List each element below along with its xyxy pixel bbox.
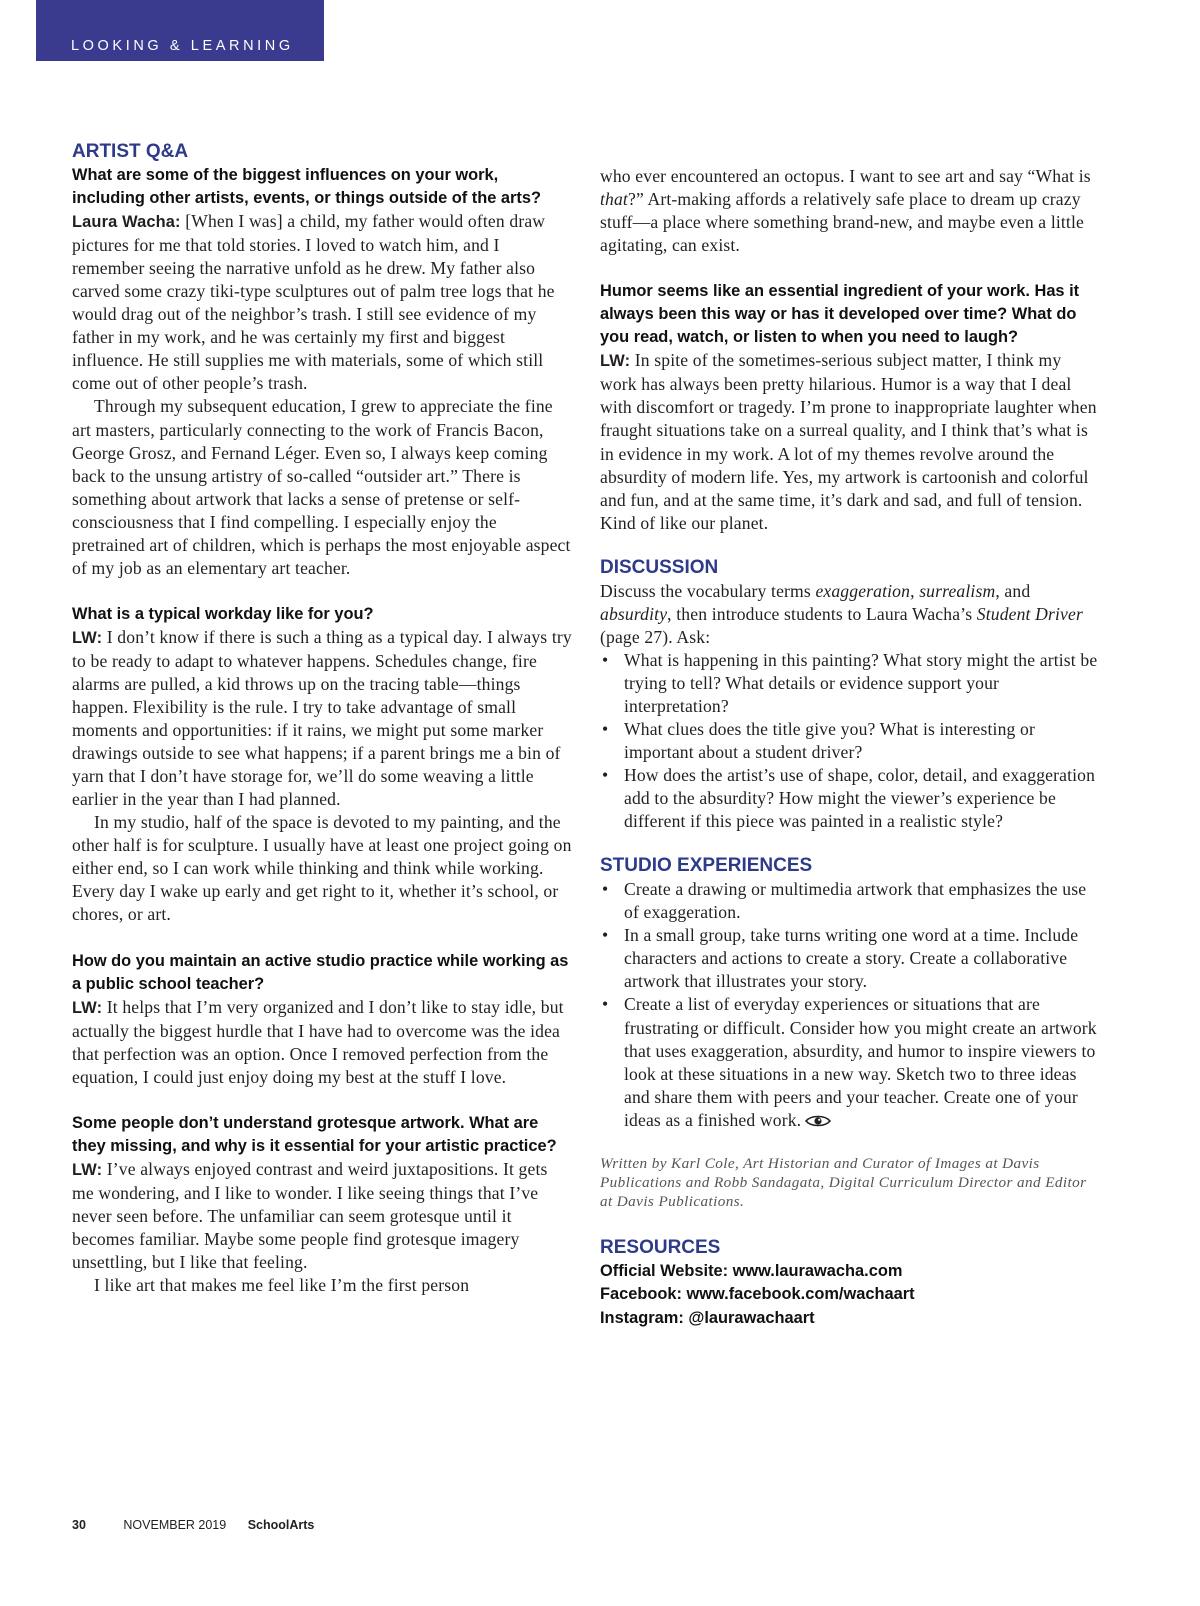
- speaker-label: LW:: [72, 998, 103, 1017]
- discussion-text: (page 27). Ask:: [600, 626, 711, 647]
- artist-qa-heading: ARTIST Q&A: [72, 141, 189, 162]
- eye-icon: [805, 1114, 831, 1128]
- answer-grotesque-p2: I like art that makes me feel like I’m the first person: [94, 1275, 470, 1296]
- answer-workday-p2: In my studio, half of the space is devoted to my painting, and the other half is for sculpture. I usually have at least one project going on either end, so I can work while thinking and think while working. Every day I wake up early and get right to it, whether it’s school, or chores, or art.: [72, 812, 572, 925]
- discussion-text: , then introduce students to Laura Wacha’s: [667, 603, 977, 624]
- list-item: • In a small group, take turns writing one word at a time. Include characters and actions to create a story. Create a collaborative artwork that illustrates your story.: [600, 924, 1100, 993]
- question-humor: Humor seems like an essential ingredient of your work. Has it always been this way or has it developed over time? What do you read, watch, or listen to when you need to laugh?: [600, 282, 1080, 347]
- page-number: 30: [72, 1518, 86, 1532]
- emphasis-text: that: [600, 189, 628, 210]
- section-label: LOOKING & LEARNING: [71, 38, 294, 54]
- discussion-text: Discuss the vocabulary terms: [600, 580, 816, 601]
- answer-text: who ever encountered an octopus. I want to see art and say “What is: [600, 166, 1091, 186]
- answer-influences-p2: Through my subsequent education, I grew to appreciate the fine art masters, particularly connecting to the work of Francis Bacon, George Grosz, and Fernand Léger. Even so, I always keep coming back to the unsung artistry of so-called “outsider art.” There is something about artwork that lacks a sense of pretense or self-consciousness that I find compelling. I especially enjoy the pretrained art of children, which is perhaps the most enjoyable aspect of my job as an elementary art teacher.: [72, 396, 571, 578]
- section-tab: [36, 0, 324, 61]
- question-workday: What is a typical workday like for you?: [72, 604, 374, 623]
- list-item: [600, 993, 1100, 1131]
- right-column: [600, 165, 1100, 1330]
- speaker-label: LW:: [72, 1160, 103, 1179]
- list-item: • Create a drawing or multimedia artwork that emphasizes the use of exaggeration.: [600, 878, 1100, 924]
- answer-continued: [600, 165, 1100, 257]
- speaker-label: Laura Wacha:: [72, 213, 181, 232]
- studio-experiences-heading: STUDIO EXPERIENCES: [600, 855, 813, 877]
- discussion-text: ,: [910, 580, 920, 601]
- answer-text: I’ve always enjoyed contrast and weird juxtapositions. It gets me wondering, and I like to wonder. I like seeing things that I’ve never seen before. The unfamiliar can seem grotesque until it becomes familiar. Maybe some people find grotesque imagery unsettling, but I like that feeling.: [72, 1158, 548, 1273]
- answer-studio-practice: [72, 996, 572, 1089]
- term-absurdity: absurdity: [600, 603, 668, 624]
- left-column: [72, 140, 572, 1297]
- discussion-heading: DISCUSSION: [600, 556, 719, 578]
- answer-influences: [72, 210, 572, 395]
- resource-instagram: Instagram: @laurawachaart: [600, 1308, 815, 1327]
- discussion-intro: [600, 580, 1100, 649]
- answer-text: It helps that I’m very organized and I don’t like to stay idle, but actually the biggest hurdle that I have had to overcome was the idea that perfection was an option. Once I removed perfection from the equation, I could just enjoy doing my best at the stuff I love.: [72, 996, 564, 1087]
- discussion-text: , and: [995, 580, 1031, 601]
- list-item: • How does the artist’s use of shape, color, detail, and exaggeration add to the absurdity? How might the viewer’s experience be different if this piece was painted in a realistic style?: [600, 764, 1100, 833]
- list-item: • What is happening in this painting? What story might the artist be trying to tell? What details or evidence support your interpretation?: [600, 649, 1100, 718]
- answer-text: In spite of the sometimes-serious subject matter, I think my work has always been pretty hilarious. Humor is a way that I deal with discomfort or tragedy. I’m prone to inappropriate laughter when fraught situations take on a surreal quality, and I think that’s what is in evidence in my work. A lot of my themes revolve around the absurdity of modern life. Yes, my artwork is cartoonish and colorful and fun, and at the same time, it’s dark and sad, and full of tension. Kind of like our planet.: [600, 350, 1097, 533]
- magazine-name: SchoolArts: [247, 1518, 315, 1532]
- discussion-list: [600, 649, 1100, 833]
- answer-text: ?” Art-making affords a relatively safe place to dream up crazy stuff—a place where something brand-new, and maybe even a little agitating, can exist.: [600, 189, 1084, 256]
- author-credit: Written by Karl Cole, Art Historian and Curator of Images at Davis Publications and Robb Sandagata, Digital Curriculum Director and Editor at Davis Publications.: [600, 1154, 1087, 1210]
- question-grotesque: Some people don’t understand grotesque artwork. What are they missing, and why is it essential for your artistic practice?: [72, 1113, 557, 1155]
- artwork-title: Student Driver: [976, 603, 1083, 624]
- resource-facebook: Facebook: www.facebook.com/wachaart: [600, 1285, 915, 1304]
- question-studio-practice: How do you maintain an active studio practice while working as a public school teacher?: [72, 951, 569, 993]
- list-item: • What clues does the title give you? What is interesting or important about a student driver?: [600, 718, 1100, 764]
- resources-heading: RESOURCES: [600, 1236, 721, 1258]
- resource-website: Official Website: www.laurawacha.com: [600, 1261, 903, 1280]
- page-footer: [72, 1518, 314, 1532]
- term-exaggeration: exaggeration: [815, 580, 911, 601]
- answer-grotesque: [72, 1158, 572, 1274]
- answer-text: I don’t know if there is such a thing as a typical day. I always try to be ready to adapt to whatever happens. Schedules change, fire alarms are pulled, a kid throws up on the tracing table—things happen. Flexibility is the rule. I try to take advantage of small moments and opportunities: if it rains, we might put some marker drawings outside to see what happens; if a parent brings me a bin of yarn that I don’t have storage for, we’ll do some weaving a little earlier in the year than I had planned.: [72, 626, 572, 810]
- speaker-label: LW:: [72, 628, 103, 647]
- answer-text: [When I was] a child, my father would often draw pictures for me that told stories. I loved to watch him, and I remember seeing the narrative unfold as he drew. My father also carved some crazy tiki-type sculptures out of palm tree logs that he would drag out of the neighbor’s trash. I still see evidence of my father in my work, and he was certainly my first and biggest influence. He still supplies me with materials, some of which still come out of other people’s trash.: [72, 211, 555, 394]
- issue-date: NOVEMBER 2019: [123, 1518, 227, 1532]
- term-surrealism: surrealism: [919, 580, 996, 601]
- studio-list: [600, 878, 1100, 1132]
- speaker-label: LW:: [600, 352, 631, 371]
- answer-workday: [72, 626, 572, 811]
- question-influences: What are some of the biggest influences on your work, including other artists, events, or things outside of the arts?: [72, 166, 542, 208]
- list-item-text: Create a list of everyday experiences or situations that are frustrating or difficult. Consider how you might create an artwork that uses exaggeration, absurdity, and humor to inspire viewers to look at these situations in a new way. Sketch two to three ideas and share them with peers and your teacher. Create one of your ideas as a finished work.: [624, 994, 1097, 1130]
- answer-humor: [600, 349, 1100, 534]
